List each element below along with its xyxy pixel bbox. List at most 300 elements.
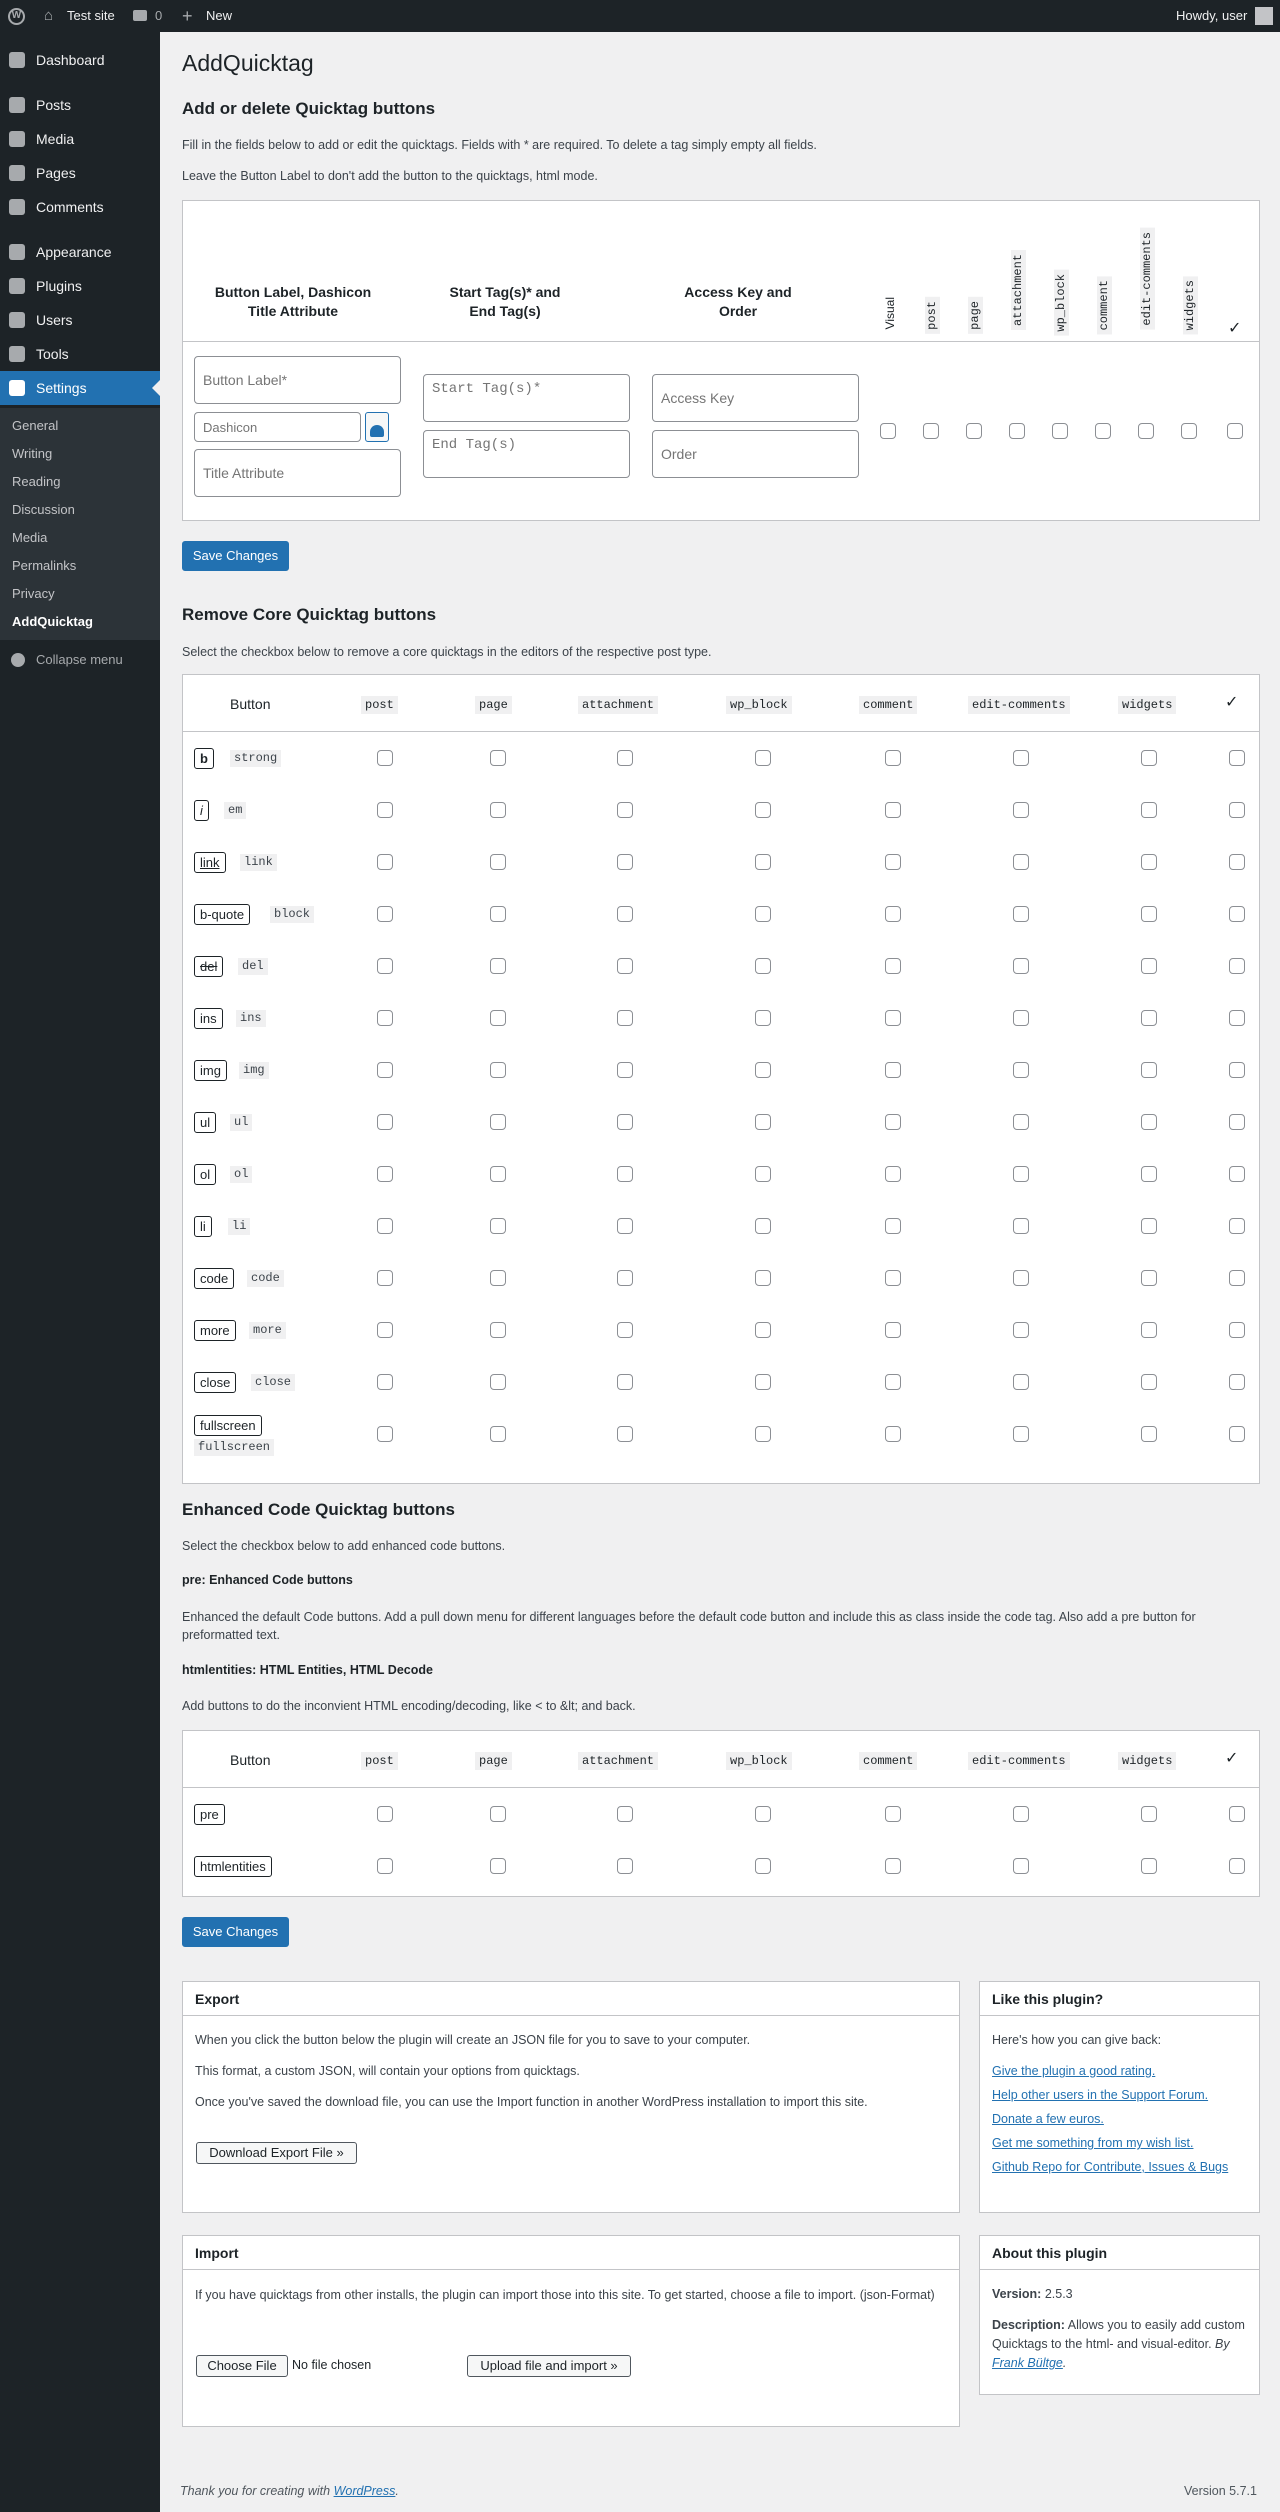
col-header-page: page [968, 297, 983, 334]
wrench-icon [9, 346, 25, 362]
core-ol-page-checkbox[interactable] [490, 1166, 506, 1182]
core-close-widgets-checkbox[interactable] [1141, 1374, 1157, 1390]
export-p2: This format, a custom JSON, will contain your options from quicktags. [195, 2064, 580, 2078]
core-del-attachment-checkbox[interactable] [617, 958, 633, 974]
core-button-ins: ins [194, 1008, 223, 1029]
core-ol-widgets-checkbox[interactable] [1141, 1166, 1157, 1182]
core-ol-wp-block-checkbox[interactable] [755, 1166, 771, 1182]
col-header-edit-comments: edit-comments [1140, 228, 1155, 330]
submenu-permalinks[interactable]: Permalinks [12, 558, 77, 573]
core-ul-widgets-checkbox[interactable] [1141, 1114, 1157, 1130]
add-section-heading: Add or delete Quicktag buttons [182, 99, 436, 118]
core-code-attachment-checkbox[interactable] [617, 1270, 633, 1286]
core-close-comment-checkbox[interactable] [885, 1374, 901, 1390]
comments-icon [9, 199, 25, 215]
core-b-quote-wp-block-checkbox[interactable] [755, 906, 771, 922]
core-col-post: post [361, 696, 398, 714]
core-i-comment-checkbox[interactable] [885, 802, 901, 818]
comment-checkbox[interactable] [1095, 423, 1111, 439]
enhanced-htmlentities-select-all-checkbox[interactable] [1229, 1858, 1245, 1874]
core-i-attachment-checkbox[interactable] [617, 802, 633, 818]
like-plugin-postbox [979, 1981, 1260, 2213]
settings-submenu [0, 408, 160, 640]
core-more-edit-comments-checkbox[interactable] [1013, 1322, 1029, 1338]
enhanced-col-attachment: attachment [578, 1752, 658, 1770]
page-title: AddQuicktag [182, 50, 314, 76]
howdy-user-link[interactable]: Howdy, user [1176, 8, 1248, 23]
core-img-wp-block-checkbox[interactable] [755, 1062, 771, 1078]
core-b-attachment-checkbox[interactable] [617, 750, 633, 766]
core-section-desc: Select the checkbox below to remove a core quicktags in the editors of the respective post type. [182, 645, 712, 659]
core-code-code: code [247, 1270, 284, 1287]
version-label: Version: [992, 2287, 1042, 2301]
choose-file-button[interactable]: Choose File [196, 2355, 288, 2377]
core-col-wp-block: wp_block [726, 696, 792, 714]
core-fullscreen-comment-checkbox[interactable] [885, 1426, 901, 1442]
collapse-arrow-icon [11, 653, 25, 667]
enhanced-htmlentities-edit-comments-checkbox[interactable] [1013, 1858, 1029, 1874]
core-button-more: more [194, 1320, 236, 1341]
access-key-input[interactable] [652, 374, 859, 422]
core-code-close: close [251, 1374, 295, 1391]
core-more-select-all-checkbox[interactable] [1229, 1322, 1245, 1338]
core-code-post-checkbox[interactable] [377, 1270, 393, 1286]
enhanced-htmlentities-wp-block-checkbox[interactable] [755, 1858, 771, 1874]
core-fullscreen-widgets-checkbox[interactable] [1141, 1426, 1157, 1442]
core-code-comment-checkbox[interactable] [885, 1270, 901, 1286]
core-code-ins: ins [236, 1010, 266, 1027]
core-li-select-all-checkbox[interactable] [1229, 1218, 1245, 1234]
author-link[interactable]: Frank Bültge [992, 2356, 1063, 2370]
paintbrush-icon [9, 244, 25, 260]
core-b-quote-select-all-checkbox[interactable] [1229, 906, 1245, 922]
core-fullscreen-post-checkbox[interactable] [377, 1426, 393, 1442]
submenu-media[interactable]: Media [12, 530, 48, 545]
htmlentities-title: htmlentities: HTML Entities, HTML Decode [182, 1663, 433, 1677]
comment-bubble-icon[interactable] [133, 10, 147, 21]
core-i-select-all-checkbox[interactable] [1229, 802, 1245, 818]
enhanced-pre-attachment-checkbox[interactable] [617, 1806, 633, 1822]
enhanced-section-heading: Enhanced Code Quicktag buttons [182, 1500, 455, 1519]
attachment-checkbox[interactable] [1009, 423, 1025, 439]
wish-list-link[interactable]: Get me something from my wish list. [992, 2136, 1194, 2150]
core-ol-edit-comments-checkbox[interactable] [1013, 1166, 1029, 1182]
footer-thanks [180, 2484, 399, 2498]
core-li-post-checkbox[interactable] [377, 1218, 393, 1234]
end-tag-textarea[interactable] [423, 430, 630, 478]
core-col-select-all-checkmark: ✓ [1225, 694, 1239, 711]
core-ol-attachment-checkbox[interactable] [617, 1166, 633, 1182]
core-ins-edit-comments-checkbox[interactable] [1013, 1010, 1029, 1026]
enhanced-col-select-all-checkmark: ✓ [1225, 1750, 1239, 1767]
menu-appearance[interactable]: Appearance [0, 235, 160, 269]
dashicon-picker-icon [370, 425, 384, 437]
core-code-select-all-checkbox[interactable] [1229, 1270, 1245, 1286]
core-quicktag-table [182, 674, 1260, 1484]
core-b-widgets-checkbox[interactable] [1141, 750, 1157, 766]
core-button-del: del [194, 956, 223, 977]
core-b-quote-widgets-checkbox[interactable] [1141, 906, 1157, 922]
enhanced-col-page: page [475, 1752, 512, 1770]
core-img-widgets-checkbox[interactable] [1141, 1062, 1157, 1078]
select-all-checkbox[interactable] [1227, 423, 1243, 439]
core-img-comment-checkbox[interactable] [885, 1062, 901, 1078]
submenu-addquicktag[interactable]: AddQuicktag [12, 614, 93, 629]
submenu-reading[interactable]: Reading [12, 474, 61, 489]
comment-count[interactable]: 0 [155, 8, 163, 23]
footer-thanks-text: Thank you for creating with [180, 2484, 331, 2498]
visual-checkbox[interactable] [880, 423, 896, 439]
core-button-fullscreen: fullscreen [194, 1415, 262, 1436]
enhanced-button-htmlentities: htmlentities [194, 1856, 272, 1877]
media-icon [9, 131, 25, 147]
import-title: Import [195, 2245, 239, 2261]
core-col-widgets: widgets [1118, 696, 1176, 714]
menu-dashboard[interactable]: Dashboard [0, 43, 160, 77]
post-checkbox[interactable] [923, 423, 939, 439]
menu-comments[interactable]: Comments [0, 190, 160, 224]
core-del-comment-checkbox[interactable] [885, 958, 901, 974]
no-file-chosen-text: No file chosen [292, 2358, 372, 2372]
core-close-wp-block-checkbox[interactable] [755, 1374, 771, 1390]
core-code-i: em [224, 802, 246, 819]
new-content-link[interactable]: New [206, 8, 233, 23]
donate-link[interactable]: Donate a few euros. [992, 2112, 1104, 2126]
core-code-del: del [238, 958, 268, 975]
core-i-widgets-checkbox[interactable] [1141, 802, 1157, 818]
menu-posts[interactable]: Posts [0, 88, 160, 122]
dashicon-picker-button[interactable] [365, 412, 389, 442]
pre-title: pre: Enhanced Code buttons [182, 1573, 353, 1587]
core-i-wp-block-checkbox[interactable] [755, 802, 771, 818]
pre-desc: Enhanced the default Code buttons. Add a pull down menu for different languages before the default code button and include this as class inside the code tag. Also add a pre button for preformatted text. [182, 1610, 1196, 1642]
core-more-attachment-checkbox[interactable] [617, 1322, 633, 1338]
add-section-desc-2: Leave the Button Label to don't add the button to the quicktags, html mode. [182, 169, 598, 183]
core-button-ol: ol [194, 1164, 216, 1185]
enhanced-button-pre: pre [194, 1804, 225, 1825]
col-header-access-2: Order [718, 303, 758, 319]
core-img-post-checkbox[interactable] [377, 1062, 393, 1078]
col-header-tags-2: End Tag(s) [469, 303, 541, 319]
core-fullscreen-wp-block-checkbox[interactable] [755, 1426, 771, 1442]
col-header-visual: Visual [883, 297, 897, 330]
dashboard-icon [9, 52, 25, 68]
core-li-wp-block-checkbox[interactable] [755, 1218, 771, 1234]
enhanced-pre-widgets-checkbox[interactable] [1141, 1806, 1157, 1822]
enhanced-col-post: post [361, 1752, 398, 1770]
core-b-quote-comment-checkbox[interactable] [885, 906, 901, 922]
col-header-attachment: attachment [1011, 250, 1026, 330]
core-section-heading: Remove Core Quicktag buttons [182, 605, 437, 624]
submenu-privacy[interactable]: Privacy [12, 586, 55, 601]
col-header-select-all-checkmark: ✓ [1228, 320, 1242, 337]
core-ul-attachment-checkbox[interactable] [617, 1114, 633, 1130]
pages-icon [9, 165, 25, 181]
core-link-widgets-checkbox[interactable] [1141, 854, 1157, 870]
core-fullscreen-page-checkbox[interactable] [490, 1426, 506, 1442]
core-del-widgets-checkbox[interactable] [1141, 958, 1157, 974]
col-header-wp-block: wp_block [1054, 270, 1069, 336]
core-code-img: img [239, 1062, 269, 1079]
settings-icon [9, 380, 25, 396]
core-button-code: code [194, 1268, 234, 1289]
enhanced-col-edit-comments: edit-comments [968, 1752, 1070, 1770]
enhanced-col-button: Button [230, 1752, 271, 1768]
enhanced-pre-comment-checkbox[interactable] [885, 1806, 901, 1822]
core-link-post-checkbox[interactable] [377, 854, 393, 870]
core-ul-comment-checkbox[interactable] [885, 1114, 901, 1130]
core-ul-post-checkbox[interactable] [377, 1114, 393, 1130]
core-i-post-checkbox[interactable] [377, 802, 393, 818]
core-link-edit-comments-checkbox[interactable] [1013, 854, 1029, 870]
col-header-post: post [925, 297, 940, 334]
core-ins-select-all-checkbox[interactable] [1229, 1010, 1245, 1026]
core-code-more: more [249, 1322, 286, 1339]
pushpin-icon [9, 97, 25, 113]
core-b-comment-checkbox[interactable] [885, 750, 901, 766]
avatar[interactable] [1255, 7, 1273, 25]
enhanced-col-comment: comment [859, 1752, 917, 1770]
title-attribute-input[interactable] [194, 449, 401, 497]
core-ins-comment-checkbox[interactable] [885, 1010, 901, 1026]
core-b-post-checkbox[interactable] [377, 750, 393, 766]
about-plugin-postbox [979, 2235, 1260, 2395]
core-code-b: strong [230, 750, 281, 767]
core-col-attachment: attachment [578, 696, 658, 714]
core-b-quote-edit-comments-checkbox[interactable] [1013, 906, 1029, 922]
core-img-attachment-checkbox[interactable] [617, 1062, 633, 1078]
core-li-edit-comments-checkbox[interactable] [1013, 1218, 1029, 1234]
core-b-wp-block-checkbox[interactable] [755, 750, 771, 766]
enhanced-pre-page-checkbox[interactable] [490, 1806, 506, 1822]
core-ol-comment-checkbox[interactable] [885, 1166, 901, 1182]
core-col-comment: comment [859, 696, 917, 714]
about-title: About this plugin [992, 2245, 1108, 2261]
core-del-select-all-checkbox[interactable] [1229, 958, 1245, 974]
core-ins-widgets-checkbox[interactable] [1141, 1010, 1157, 1026]
plugin-icon [9, 278, 25, 294]
htmlentities-desc: Add buttons to do the inconvient HTML encoding/decoding, like < to &lt; and back. [182, 1699, 636, 1713]
core-fullscreen-attachment-checkbox[interactable] [617, 1426, 633, 1442]
core-fullscreen-edit-comments-checkbox[interactable] [1013, 1426, 1029, 1442]
core-code-fullscreen: fullscreen [194, 1439, 274, 1456]
core-li-widgets-checkbox[interactable] [1141, 1218, 1157, 1234]
core-del-edit-comments-checkbox[interactable] [1013, 958, 1029, 974]
menu-pages[interactable]: Pages [0, 156, 160, 190]
core-close-edit-comments-checkbox[interactable] [1013, 1374, 1029, 1390]
page-checkbox[interactable] [966, 423, 982, 439]
core-button-b-quote: b-quote [194, 904, 250, 925]
enhanced-pre-post-checkbox[interactable] [377, 1806, 393, 1822]
enhanced-section-desc: Select the checkbox below to add enhanced code buttons. [182, 1539, 506, 1553]
start-tag-textarea[interactable] [423, 374, 630, 422]
col-header-comment: comment [1097, 276, 1112, 334]
menu-plugins[interactable]: Plugins [0, 269, 160, 303]
core-img-page-checkbox[interactable] [490, 1062, 506, 1078]
col-header-label-1: Button Label, Dashicon [214, 284, 372, 300]
core-button-ul: ul [194, 1112, 216, 1133]
core-button-li: li [194, 1216, 212, 1237]
add-quicktag-table [182, 200, 1260, 521]
wp-block-checkbox[interactable] [1052, 423, 1068, 439]
core-del-wp-block-checkbox[interactable] [755, 958, 771, 974]
users-icon [9, 312, 25, 328]
core-li-comment-checkbox[interactable] [885, 1218, 901, 1234]
github-repo-link[interactable]: Github Repo for Contribute, Issues & Bugs [992, 2160, 1229, 2174]
core-button-close: close [194, 1372, 236, 1393]
core-link-attachment-checkbox[interactable] [617, 854, 633, 870]
collapse-menu-button[interactable]: Collapse menu [0, 650, 160, 670]
description-text: Allows you to easily add custom Quicktags to the html- and visual-editor. [992, 2318, 1245, 2351]
core-ins-post-checkbox[interactable] [377, 1010, 393, 1026]
core-button-b: b [194, 748, 214, 769]
enhanced-htmlentities-comment-checkbox[interactable] [885, 1858, 901, 1874]
core-img-select-all-checkbox[interactable] [1229, 1062, 1245, 1078]
save-changes-button-2[interactable]: Save Changes [182, 1917, 289, 1947]
core-ins-wp-block-checkbox[interactable] [755, 1010, 771, 1026]
core-del-post-checkbox[interactable] [377, 958, 393, 974]
footer-period: . [395, 2484, 399, 2498]
col-header-widgets: widgets [1183, 276, 1198, 334]
import-p1: If you have quicktags from other installs, the plugin can import those into this site. To get started, choose a file to import. (json-Format) [195, 2288, 935, 2302]
core-b-page-checkbox[interactable] [490, 750, 506, 766]
core-b-quote-page-checkbox[interactable] [490, 906, 506, 922]
export-title: Export [195, 1991, 240, 2007]
enhanced-htmlentities-page-checkbox[interactable] [490, 1858, 506, 1874]
about-period: . [1062, 2356, 1067, 2370]
core-ul-page-checkbox[interactable] [490, 1114, 506, 1130]
button-label-input[interactable] [194, 356, 401, 404]
core-ul-wp-block-checkbox[interactable] [755, 1114, 771, 1130]
core-ins-attachment-checkbox[interactable] [617, 1010, 633, 1026]
submenu-writing[interactable]: Writing [12, 446, 53, 461]
export-p3: Once you've saved the download file, you can use the Import function in another WordPress installation to import this site. [195, 2095, 868, 2109]
core-col-button: Button [230, 696, 271, 712]
add-section-desc-1: Fill in the fields below to add or edit the quicktags. Fields with * are required. To delete a tag simply empty all fields. [182, 138, 817, 152]
col-header-access-1: Access Key and [684, 284, 792, 300]
core-close-attachment-checkbox[interactable] [617, 1374, 633, 1390]
enhanced-quicktag-table [182, 1730, 1260, 1897]
core-li-page-checkbox[interactable] [490, 1218, 506, 1234]
core-link-comment-checkbox[interactable] [885, 854, 901, 870]
upload-import-button[interactable]: Upload file and import » [467, 2355, 631, 2377]
core-b-quote-attachment-checkbox[interactable] [617, 906, 633, 922]
export-p1: When you click the button below the plugin will create an JSON file for you to save to your computer. [195, 2033, 751, 2047]
core-li-attachment-checkbox[interactable] [617, 1218, 633, 1234]
menu-users[interactable]: Users [0, 303, 160, 337]
core-col-edit-comments: edit-comments [968, 696, 1070, 714]
core-link-wp-block-checkbox[interactable] [755, 854, 771, 870]
download-export-button[interactable]: Download Export File » [196, 2142, 357, 2164]
menu-settings[interactable]: Settings [0, 371, 160, 405]
core-ol-select-all-checkbox[interactable] [1229, 1166, 1245, 1182]
enhanced-pre-select-all-checkbox[interactable] [1229, 1806, 1245, 1822]
enhanced-htmlentities-attachment-checkbox[interactable] [617, 1858, 633, 1874]
like-title: Like this plugin? [992, 1991, 1104, 2007]
submenu-general[interactable]: General [12, 418, 59, 433]
submenu-discussion[interactable]: Discussion [12, 502, 75, 517]
export-postbox [182, 1981, 960, 2213]
core-close-page-checkbox[interactable] [490, 1374, 506, 1390]
core-code-ol: ol [230, 1166, 252, 1183]
enhanced-htmlentities-post-checkbox[interactable] [377, 1858, 393, 1874]
admin-sidebar [0, 32, 160, 2512]
dashicon-input[interactable] [194, 412, 361, 442]
core-code-ul: ul [230, 1114, 252, 1131]
core-more-post-checkbox[interactable] [377, 1322, 393, 1338]
save-changes-button[interactable]: Save Changes [182, 541, 289, 571]
plus-icon[interactable]: + [182, 6, 193, 26]
core-code-li: li [228, 1218, 250, 1235]
enhanced-pre-edit-comments-checkbox[interactable] [1013, 1806, 1029, 1822]
core-code-link: link [240, 854, 277, 871]
core-col-page: page [475, 696, 512, 714]
core-i-page-checkbox[interactable] [490, 802, 506, 818]
core-del-page-checkbox[interactable] [490, 958, 506, 974]
core-link-select-all-checkbox[interactable] [1229, 854, 1245, 870]
description-label: Description: [992, 2318, 1065, 2332]
core-link-page-checkbox[interactable] [490, 854, 506, 870]
version-value: 2.5.3 [1044, 2287, 1073, 2301]
widgets-checkbox[interactable] [1181, 423, 1197, 439]
edit-comments-checkbox[interactable] [1138, 423, 1154, 439]
import-postbox [182, 2235, 960, 2427]
wordpress-link[interactable]: WordPress [333, 2484, 396, 2498]
core-code-edit-comments-checkbox[interactable] [1013, 1270, 1029, 1286]
core-close-post-checkbox[interactable] [377, 1374, 393, 1390]
support-forum-link[interactable]: Help other users in the Support Forum. [992, 2088, 1209, 2102]
enhanced-col-wp-block: wp_block [726, 1752, 792, 1770]
core-button-img: img [194, 1060, 227, 1081]
enhanced-col-widgets: widgets [1118, 1752, 1176, 1770]
core-more-widgets-checkbox[interactable] [1141, 1322, 1157, 1338]
core-i-edit-comments-checkbox[interactable] [1013, 802, 1029, 818]
like-intro: Here's how you can give back: [992, 2033, 1162, 2047]
core-fullscreen-select-all-checkbox[interactable] [1229, 1426, 1245, 1442]
admin-bar [0, 0, 1280, 32]
core-ul-edit-comments-checkbox[interactable] [1013, 1114, 1029, 1130]
core-code-widgets-checkbox[interactable] [1141, 1270, 1157, 1286]
order-input[interactable] [652, 430, 859, 478]
core-b-quote-post-checkbox[interactable] [377, 906, 393, 922]
by-text: By [1215, 2337, 1230, 2351]
core-img-edit-comments-checkbox[interactable] [1013, 1062, 1029, 1078]
core-b-select-all-checkbox[interactable] [1229, 750, 1245, 766]
menu-tools[interactable]: Tools [0, 337, 160, 371]
menu-media[interactable]: Media [0, 122, 160, 156]
core-more-page-checkbox[interactable] [490, 1322, 506, 1338]
core-code-page-checkbox[interactable] [490, 1270, 506, 1286]
core-code-wp-block-checkbox[interactable] [755, 1270, 771, 1286]
core-ol-post-checkbox[interactable] [377, 1166, 393, 1182]
enhanced-htmlentities-widgets-checkbox[interactable] [1141, 1858, 1157, 1874]
wordpress-logo-icon[interactable]: W [8, 8, 25, 25]
enhanced-pre-wp-block-checkbox[interactable] [755, 1806, 771, 1822]
core-ins-page-checkbox[interactable] [490, 1010, 506, 1026]
core-code-b-quote: block [270, 906, 314, 923]
core-ul-select-all-checkbox[interactable] [1229, 1114, 1245, 1130]
home-icon[interactable]: ⌂ [44, 7, 54, 24]
core-more-comment-checkbox[interactable] [885, 1322, 901, 1338]
rating-link[interactable]: Give the plugin a good rating. [992, 2064, 1156, 2078]
core-b-edit-comments-checkbox[interactable] [1013, 750, 1029, 766]
core-button-link: link [194, 852, 226, 873]
site-name-link[interactable]: Test site [67, 8, 115, 23]
footer-version: Version 5.7.1 [1184, 2484, 1257, 2498]
core-close-select-all-checkbox[interactable] [1229, 1374, 1245, 1390]
col-header-tags-1: Start Tag(s)* and [449, 284, 561, 300]
core-more-wp-block-checkbox[interactable] [755, 1322, 771, 1338]
